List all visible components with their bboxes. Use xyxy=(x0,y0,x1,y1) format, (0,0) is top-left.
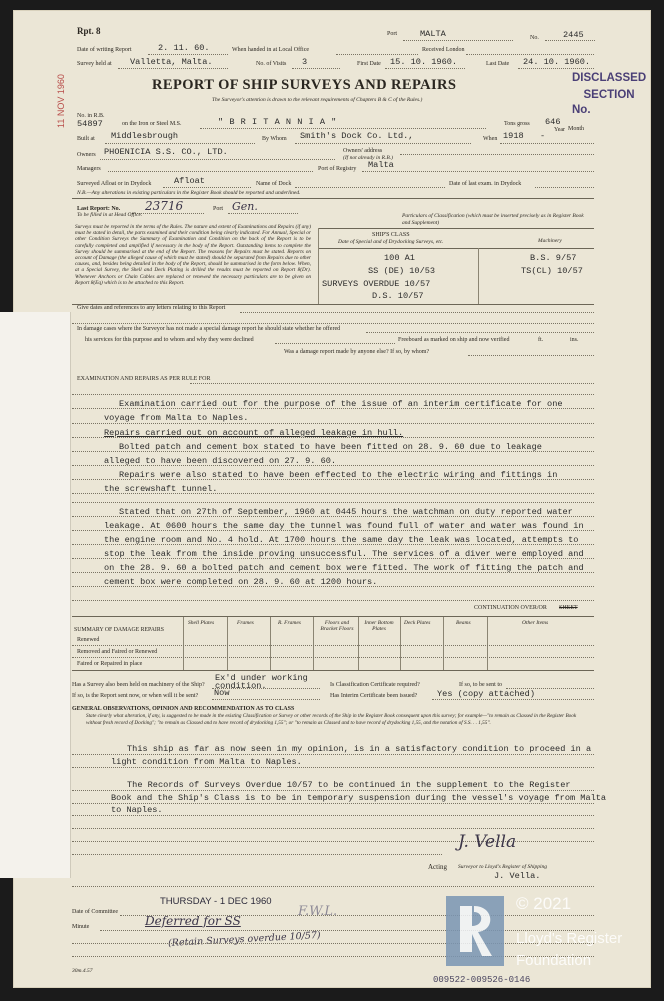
visits-label: No. of Visits xyxy=(256,61,287,67)
surveyor-role: Surveyor to Lloyd's Register of Shipping xyxy=(458,864,548,870)
report-subtitle: The Surveyor's attention is drawn to the relevant requirements of Chapters B & C of the Rules.) xyxy=(212,97,423,103)
date-writing-value: 2. 11. 60. xyxy=(158,43,210,53)
by-whom-value: Smith's Dock Co. Ltd., xyxy=(300,131,414,141)
watermark-org-2: Foundation xyxy=(516,952,592,969)
afloat-label: Surveyed Afloat or in Drydock xyxy=(77,181,152,187)
ships-class-header: SHIP'S CLASS xyxy=(372,232,410,238)
first-date-label: First Date xyxy=(357,61,381,67)
managers-label: Managers xyxy=(77,166,101,172)
owners-label: Owners xyxy=(77,152,96,158)
body-line-11: stop the leak from the inside proving unsuccessful. The services of a diver were employed and xyxy=(104,549,584,559)
body-line-9: leakage. At 0600 hours the same day the tunnel was found full of water and water was found in xyxy=(104,521,584,531)
visits-value: 3 xyxy=(302,57,308,67)
machinery-header: Machinery xyxy=(538,238,562,244)
continuation-label: CONTINUATION OVER/OR xyxy=(474,605,547,611)
last-date-value: 24. 10. 1960. xyxy=(523,57,591,67)
continuation-struck: SHEET xyxy=(559,605,578,611)
summary-row-3: Faired or Repaired in place xyxy=(77,661,143,667)
last-exam-label: Date of last exam. in Drydock xyxy=(449,181,522,187)
port-value: MALTA xyxy=(420,29,446,39)
instructions-text: Surveys must be reported in the terms of the Rules. The nature and extent of Examinations and Repairs (if any) must be stated in detail, the parts examined and their condition being clearly indicated. For Annual, Special or other Condition Surveys the Summary of Examination and Condition on the back of the Report is to be carefully completed and amplified if necessary in the body of the Report. Outstanding items to complete the Survey should be summarised at the end of the Report. The reasons for Repairs must be stated. Reports on account of Damage (the alleged cause of which must be stated) should be separated from Repairs due to other causes, and, besides being detailed in the body of the Report, should be summarised in the form below. When, at a Special Survey, the Shell and Deck Plating is drilled the results must be reported on Report 8(Dr). Whenever Anchors or Chain Cables are replaced or renewed the necessary particulars are to be given on Report 8(Eq) which is to be attached to this Report. xyxy=(75,224,311,286)
built-value: Middlesbrough xyxy=(111,131,179,141)
minute-label: Minute xyxy=(72,924,90,930)
form-code: 30m.4.57 xyxy=(72,968,93,974)
committee-date: THURSDAY - 1 DEC 1960 xyxy=(160,896,272,907)
summary-col-3: R. Frames xyxy=(278,620,301,626)
general-p1-line-1: This ship as far as now seen in my opinion, is in a satisfactory condition to proceed in a xyxy=(127,744,592,754)
lloyds-register-logo xyxy=(446,896,504,966)
committee-initials: F.W.L. xyxy=(298,904,338,919)
handed-label: When handed in at Local Office xyxy=(232,47,310,53)
body-line-4: Bolted patch and cement box stated to have been fitted on 28. 9. 60 due to leakage xyxy=(119,442,542,452)
summary-col-1: Shell Plates xyxy=(188,620,215,626)
general-note: State clearly what alteration, if any, is suggested to be made in the existing Classification or Survey or other records of the Ship in the Register Book consequent upon this survey; for example—"to remain as Classed in the Register Book without fresh record of Docking"; "to remain as Classed and to have record of drydocking 1,55"; or "to remain as Classed and to have record of drydocking 1,55, and the notation of S.S. . . 1,55". xyxy=(86,713,577,726)
machinery-answer: Ex'd under working condition. xyxy=(215,673,308,691)
summary-col-5: Inner Bottom Plates xyxy=(364,620,394,632)
received-label: Received London xyxy=(422,47,465,53)
when-value: 1918 xyxy=(503,131,524,141)
damage-line-3: Was a damage report made by anyone else? If so, by whom? xyxy=(284,349,430,355)
damage-line-2: his services for this purpose and to whom and why they were declined xyxy=(85,337,254,343)
owners-address-label: Owners' address xyxy=(343,148,383,154)
report-title: REPORT OF SHIP SURVEYS AND REPAIRS xyxy=(152,77,457,93)
machinery-row-1: B.S. 9/57 xyxy=(530,253,577,263)
rb-label: No. in R.B. xyxy=(77,113,105,119)
port2-value: Gen. xyxy=(232,200,258,213)
committee-date-label: Date of Committee xyxy=(72,909,118,915)
disclassed-stamp xyxy=(572,72,646,117)
summary-row-1: Renewed xyxy=(77,637,100,643)
surveyor-name: J. Vella. xyxy=(494,871,541,881)
body-line-6: Repairs were also stated to have been effected to the electric wiring and fittings in xyxy=(119,470,558,480)
body-line-10: the engine room and No. 4 hold. At 1700 hours the same day the leak was located, attempts to xyxy=(104,535,579,545)
surveyor-signature: J. Vella xyxy=(458,832,517,852)
year-label: Year xyxy=(554,127,566,133)
last-date-label: Last Date xyxy=(486,61,510,67)
port2-label: Port xyxy=(213,206,224,212)
stamp-line-2: SECTION xyxy=(583,89,635,101)
ship-name: " B R I T A N N I A " xyxy=(218,117,337,127)
report-no-label: No. xyxy=(530,35,539,41)
when-label: When xyxy=(483,136,498,142)
alterations-note: N.B.—Any alterations in existing particulars in the Register Book should be reported and underlined. xyxy=(77,190,301,196)
acting-label: Acting xyxy=(428,863,448,871)
classification-heading: Particulars of Classification (which must be inserted precisely as in Register Book and Supplement) xyxy=(402,213,584,226)
watermark-copyright: © 2021 xyxy=(516,894,572,913)
tons-value: 646 xyxy=(545,117,561,127)
report-sent-question: If so, is the Report sent now, or when will it be sent? xyxy=(72,693,199,699)
exam-heading: EXAMINATION AND REPAIRS AS PER RULE FOR xyxy=(77,376,211,382)
body-line-13: cement box were completed on 28. 9. 60 at 1200 hours. xyxy=(104,577,378,587)
general-p1-line-2: light condition from Malta to Naples. xyxy=(111,757,302,767)
survey-held-label: Survey held at xyxy=(77,61,112,67)
damage-line-1: In damage cases where the Surveyor has not made a special damage report he should state whether he offered xyxy=(77,326,341,332)
stamp-line-1: DISCLASSED xyxy=(572,72,647,84)
last-report-label: Last Report: No. xyxy=(77,206,121,212)
report-sent-answer: Now xyxy=(214,688,230,698)
port-registry-value: Malta xyxy=(368,160,394,170)
tons-label: Tons gross xyxy=(504,121,530,127)
month-label: Month xyxy=(568,126,585,132)
iron-steel-label: on the Iron or Steel M.S. xyxy=(122,121,182,127)
by-whom-label: By Whom xyxy=(262,136,287,142)
summary-col-8: Other Items xyxy=(522,620,549,626)
afloat-value: Afloat xyxy=(174,176,205,186)
freeboard-ins: ins. xyxy=(570,337,579,343)
ships-class-subheader: Date of Special and of Drydocking Surveys, etc. xyxy=(338,239,444,245)
archive-reference: 009522-009526-0146 xyxy=(433,975,531,985)
dates-letters-label: Give dates and references to any letters relating to this Report xyxy=(77,305,226,311)
class-row-3: SURVEYS OVERDUE 10/57 xyxy=(322,279,431,289)
committee-minute-2: (Retain Surveys overdue 10/57) xyxy=(167,930,321,949)
body-line-8: Stated that on 27th of September, 1960 at 0445 hours the watchman on duty reported water xyxy=(119,507,573,517)
freeboard-ft: ft. xyxy=(538,337,544,343)
rb-value: 54897 xyxy=(77,119,103,129)
general-p2-line-3: to Naples. xyxy=(111,805,163,815)
body-line-2: voyage from Malta to Naples. xyxy=(104,413,249,423)
general-p2-line-2: Book and the Ship's Class is to be in temporary suspension during the vessel's voyage from Malta xyxy=(111,793,607,803)
class-row-4: D.S. 10/57 xyxy=(372,291,424,301)
machinery-row-2: TS(CL) 10/57 xyxy=(521,266,583,276)
summary-col-7: Beams xyxy=(456,620,471,626)
class-row-2: SS (DE) 10/53 xyxy=(368,266,436,276)
general-p2-line-1: The Records of Surveys Overdue 10/57 to be continued in the supplement to the Register xyxy=(127,780,571,790)
owners-value: PHOENICIA S.S. CO., LTD. xyxy=(104,147,228,157)
class-row-1: 100 A1 xyxy=(384,253,415,263)
summary-col-2: Frames xyxy=(237,620,254,626)
freeboard-label: Freeboard as marked on ship and now verified xyxy=(398,337,510,343)
body-line-5: alleged to have been discovered on 27. 9. 60. xyxy=(104,456,337,466)
report-no-value: 2445 xyxy=(563,30,584,40)
watermark-org-1: Lloyd's Register xyxy=(516,930,623,947)
date-writing-label: Date of writing Report xyxy=(77,47,132,53)
last-report-value: 23716 xyxy=(145,199,184,213)
interim-cert-question: Has Interim Certificate been issued? xyxy=(330,693,418,699)
summary-row-2: Removed and Faired or Renewed xyxy=(77,649,158,655)
class-cert-send-to: If so, to be sent to xyxy=(459,682,502,688)
port-registry-label: Port of Registry xyxy=(318,166,357,172)
body-line-3: Repairs carried out on account of alleged leakage in hull. xyxy=(104,428,404,438)
built-label: Built at xyxy=(77,136,95,142)
summary-col-4: Floors and Bracket Floors xyxy=(320,620,354,632)
received-date-stamp: 11 NOV 1960 xyxy=(56,74,66,128)
committee-minute: Deferred for SS xyxy=(145,914,241,928)
body-line-12: on the 28. 9. 60 a bolted patch and cement box were fitted. The work of fitting the patch and xyxy=(104,563,584,573)
general-heading: GENERAL OBSERVATIONS, OPINION AND RECOMMENDATION AS TO CLASS xyxy=(72,706,295,712)
port-label: Port xyxy=(387,31,398,37)
first-date-value: 15. 10. 1960. xyxy=(390,57,458,67)
summary-col-6: Deck Plates xyxy=(404,620,431,626)
machinery-question: Has a Survey also been held on machinery of the Ship? xyxy=(72,682,205,688)
head-office-label: To be filled in at Head Office. xyxy=(77,212,143,218)
body-line-7: the screwshaft tunnel. xyxy=(104,484,218,494)
interim-cert-answer: Yes (copy attached) xyxy=(437,689,535,699)
summary-heading: SUMMARY OF DAMAGE REPAIRS xyxy=(74,627,164,633)
body-line-1: Examination carried out for the purpose of the issue of an interim certificate for one xyxy=(119,399,563,409)
month-value: - xyxy=(540,131,546,141)
stamp-line-3: No. xyxy=(572,104,591,116)
lr-logo-icon xyxy=(446,896,504,966)
form-number: Rpt. 8 xyxy=(77,26,101,36)
owners-address-note: (If not already in R.B.) xyxy=(343,155,393,161)
paper-slip xyxy=(0,312,71,878)
dock-label: Name of Dock xyxy=(256,181,292,187)
class-cert-question: Is Classification Certificate required? xyxy=(330,682,420,688)
survey-held-value: Valletta, Malta. xyxy=(130,57,213,67)
